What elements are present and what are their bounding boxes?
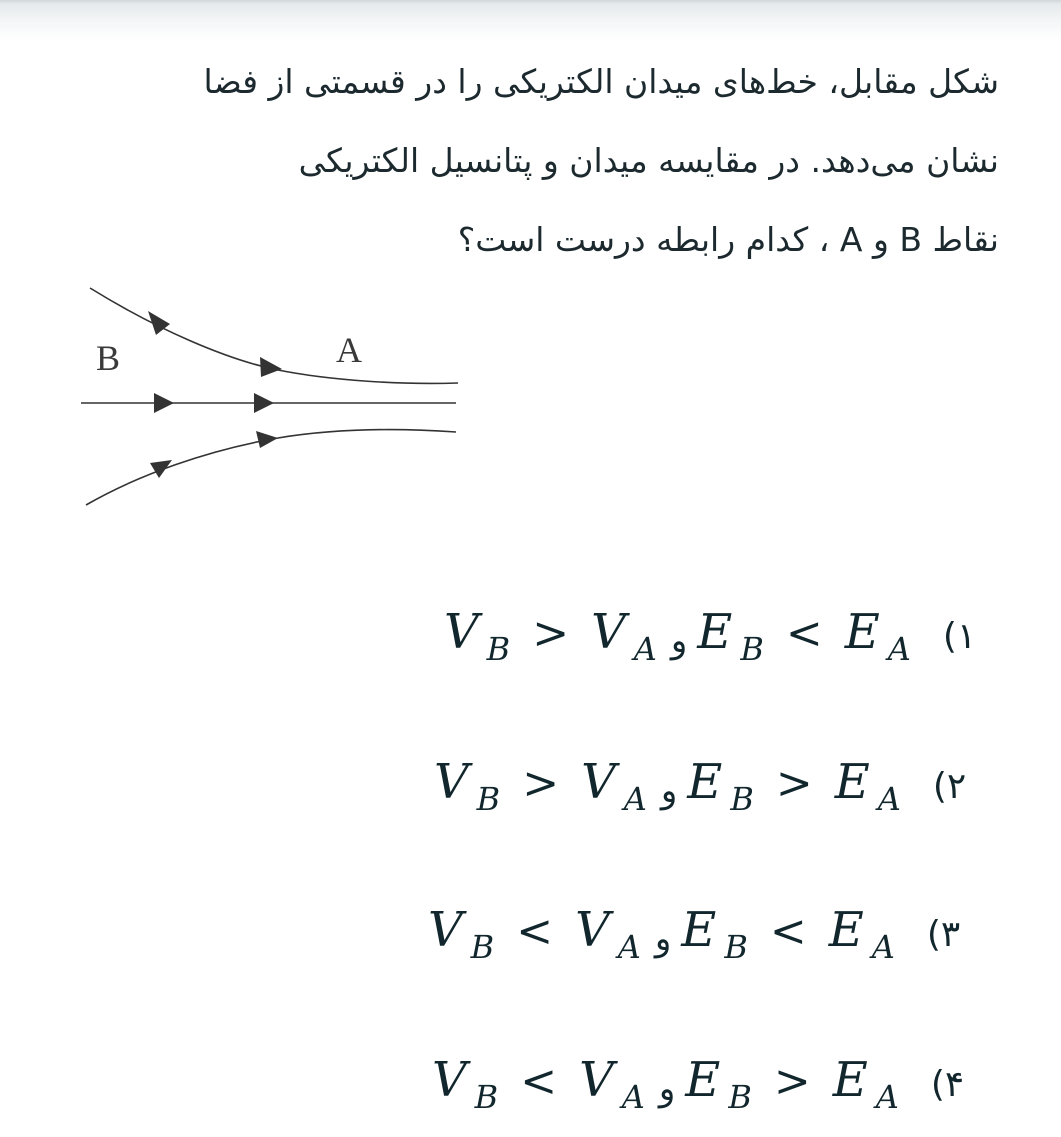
math-var: V <box>579 1052 614 1108</box>
math-sub: B <box>470 928 495 966</box>
option-1[interactable] <box>444 604 977 668</box>
math-relation: > <box>775 758 813 809</box>
math-var: E <box>828 902 864 958</box>
math-sub: A <box>871 928 895 966</box>
top-shadow <box>0 0 1061 40</box>
conjunction: و <box>658 1069 676 1109</box>
math-sub: B <box>740 630 764 668</box>
math-var: E <box>687 754 723 810</box>
math-relation: < <box>785 608 823 659</box>
math-sub: A <box>633 630 657 668</box>
option-3[interactable] <box>428 902 961 966</box>
arrow-icon <box>256 431 278 448</box>
label-b: B <box>96 338 121 378</box>
math-relation: < <box>769 906 807 957</box>
math-sub: B <box>486 630 511 668</box>
question-line-3: نقاط B و A ، کدام رابطه درست است؟ <box>457 220 999 259</box>
math-var: V <box>434 754 469 810</box>
math-sub: A <box>621 1078 645 1116</box>
question-text <box>59 42 999 279</box>
math-sub: B <box>724 928 748 966</box>
math-var: V <box>591 604 626 660</box>
math-sub: A <box>887 630 911 668</box>
math-var: E <box>685 1052 721 1108</box>
math-var: V <box>581 754 616 810</box>
conjunction: و <box>654 919 672 959</box>
label-a: A <box>336 330 362 370</box>
option-number: (۴ <box>930 1064 965 1105</box>
math-relation: < <box>516 906 554 957</box>
math-sub: A <box>875 1078 899 1116</box>
math-sub: A <box>623 780 647 818</box>
math-sub: A <box>877 780 901 818</box>
math-relation: > <box>773 1056 811 1107</box>
math-var: E <box>697 604 733 660</box>
conjunction: و <box>660 771 678 811</box>
option-2[interactable] <box>434 754 967 818</box>
math-var: E <box>834 754 870 810</box>
field-lines-figure <box>78 280 468 515</box>
math-sub: B <box>728 1078 752 1116</box>
question-line-2: نشان می‌دهد. در مقایسه میدان و پتانسیل الکتریکی <box>298 141 999 180</box>
math-var: V <box>428 902 463 958</box>
arrow-icon <box>254 393 274 413</box>
math-sub: B <box>476 780 501 818</box>
math-sub: B <box>474 1078 499 1116</box>
field-lines-diagram <box>78 280 468 515</box>
math-relation: > <box>522 758 560 809</box>
option-number: (۳ <box>926 914 961 955</box>
math-sub: B <box>730 780 754 818</box>
option-4[interactable] <box>432 1052 965 1116</box>
conjunction: و <box>670 621 688 661</box>
arrow-icon <box>150 460 172 478</box>
math-var: E <box>681 902 717 958</box>
arrow-icon <box>154 393 174 413</box>
option-number: (۱ <box>942 616 977 657</box>
math-relation: > <box>532 608 570 659</box>
math-var: E <box>844 604 880 660</box>
math-var: V <box>444 604 479 660</box>
math-sub: A <box>617 928 641 966</box>
math-var: V <box>432 1052 467 1108</box>
question-line-1: شکل مقابل، خط‌های میدان الکتریکی را در قسمتی از فضا <box>203 62 999 101</box>
option-number: (۲ <box>932 766 967 807</box>
math-var: E <box>832 1052 868 1108</box>
math-var: V <box>575 902 610 958</box>
math-relation: < <box>520 1056 558 1107</box>
arrow-icon <box>260 357 282 377</box>
